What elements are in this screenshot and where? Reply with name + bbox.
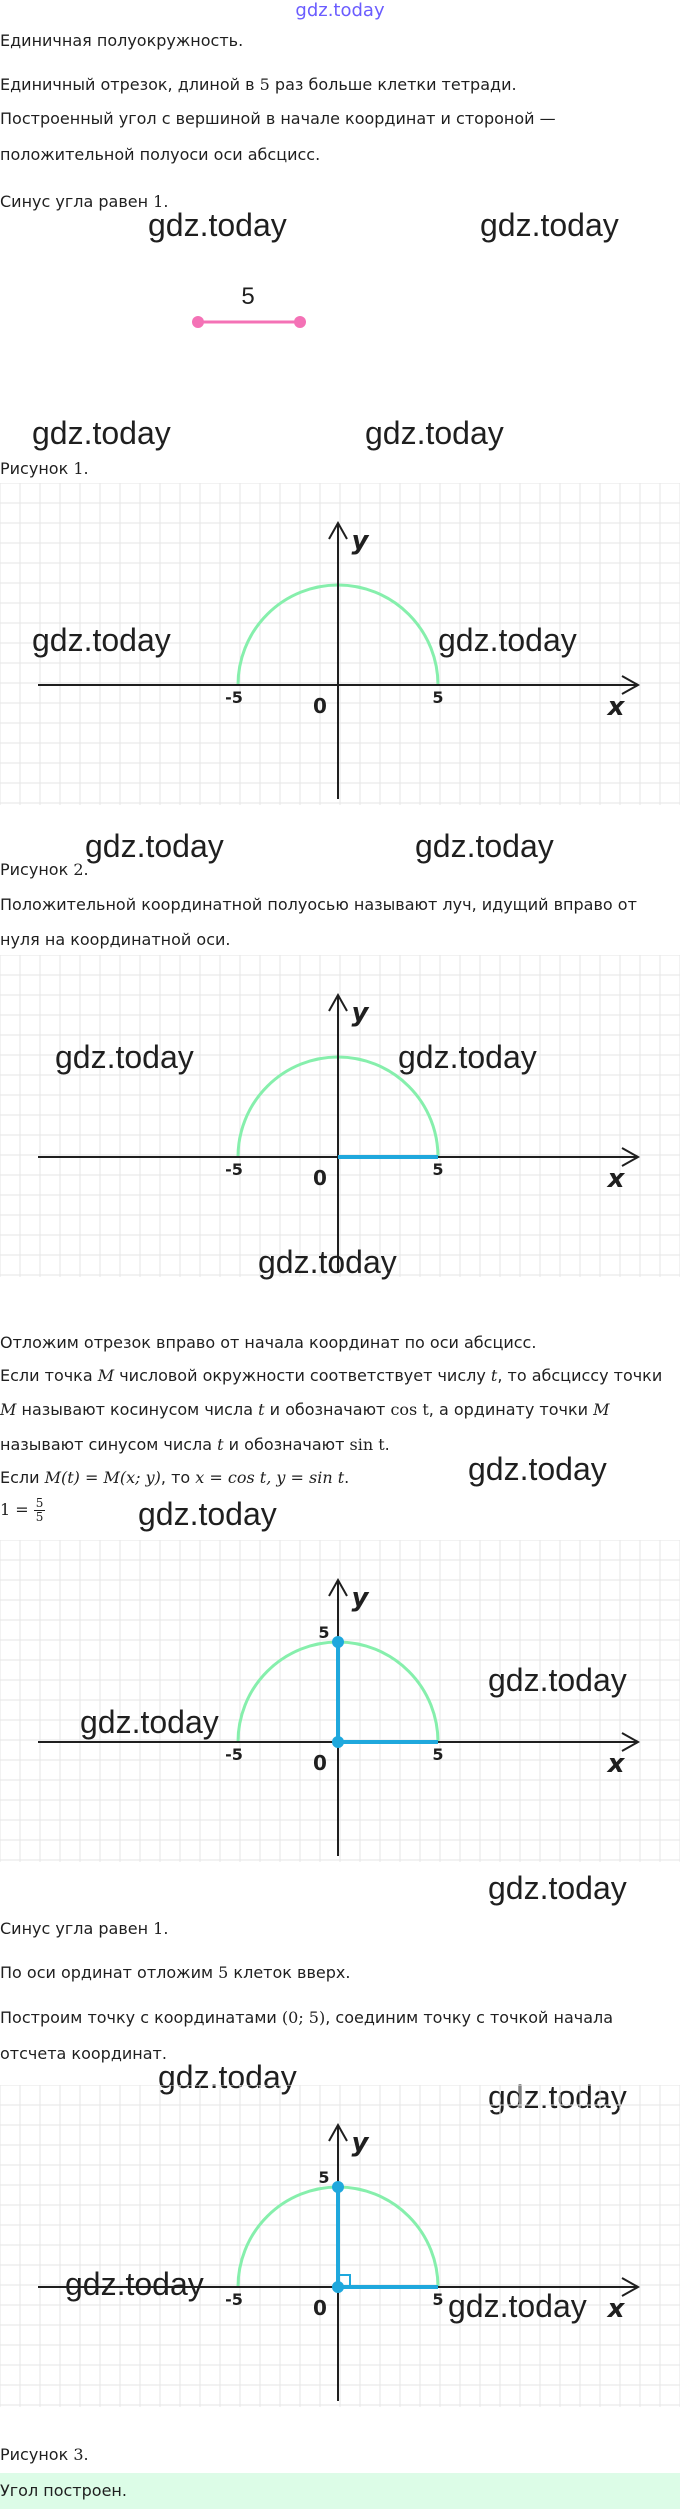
math-var: t (490, 1366, 498, 1385)
math-expr: (0; 5) (281, 2008, 326, 2027)
watermark: gdz.today (398, 1039, 537, 1075)
math-number: 1 (73, 459, 84, 478)
fraction-numerator: 5 (35, 1496, 44, 1510)
fraction-denominator: 5 (35, 1510, 44, 1524)
math-number: 5 (218, 1963, 229, 1982)
math-expr: M(t) = M(x; y) (44, 1468, 161, 1487)
text-line (0, 74, 517, 96)
site-logo[interactable]: gdz.today (295, 0, 385, 21)
text-line (0, 191, 168, 213)
text-fragment: , соединим точку с точкой начала (325, 2008, 614, 2027)
origin-label: 0 (313, 1751, 327, 1775)
y-axis-label: y (351, 998, 369, 1028)
tick-label: 5 (432, 688, 444, 707)
text-fragment: . (384, 1435, 390, 1454)
math-var: M (593, 1400, 610, 1419)
watermark: gdz.today (258, 1244, 397, 1280)
text-line (0, 1467, 349, 1489)
tick-label: -5 (225, 1160, 243, 1179)
text-line (0, 1962, 350, 1984)
text-fragment: клеток вверх. (228, 1963, 351, 1982)
math-number: 1 (153, 1919, 164, 1938)
x-axis-label: x (607, 692, 625, 722)
math-expr: x = cos t, y = sin t (195, 1468, 345, 1487)
text-fragment: Синус угла равен (0, 1919, 154, 1938)
watermark: gdz.today (438, 622, 577, 658)
tick-label: -5 (225, 1745, 243, 1764)
y-axis-label: y (351, 1583, 369, 1613)
coordinate-graph-4 (0, 2085, 680, 2407)
text-fragment: Рисунок (0, 860, 74, 879)
text-fragment: , то (160, 1468, 196, 1487)
text-line (0, 1918, 168, 1940)
watermark: gdz.today (158, 2059, 297, 2095)
text-fragment: 1 = (0, 1500, 34, 1519)
text-fragment: . (163, 1919, 169, 1938)
text-line: Единичная полуокружность. (0, 31, 244, 50)
unit-segment-figure (180, 280, 320, 340)
text-fragment: Построим точку с координатами (0, 2008, 282, 2027)
tick-label: 5 (318, 1623, 330, 1642)
watermark: gdz.today (488, 2079, 627, 2115)
text-fragment: Единичный отрезок, длиной в (0, 75, 260, 94)
text-fragment: , то абсциссу точки (497, 1366, 663, 1385)
text-line (0, 1434, 390, 1456)
text-line: Отложим отрезок вправо от начала координат по оси абсцисс. (0, 1333, 537, 1352)
text-fragment: . (344, 1468, 350, 1487)
text-fragment: . (83, 459, 89, 478)
figure-caption (0, 2444, 89, 2466)
math-number: 2 (73, 860, 84, 879)
watermark: gdz.today (468, 1451, 607, 1487)
watermark: gdz.today (85, 828, 224, 864)
math-var: M (97, 1366, 115, 1385)
math-number: 5 (259, 75, 270, 94)
text-fragment: . (83, 2445, 89, 2464)
math-var: t (217, 1435, 224, 1454)
watermark: gdz.today (480, 207, 619, 243)
origin-label: 0 (313, 2296, 327, 2320)
point-0-5 (332, 2181, 344, 2193)
watermark: gdz.today (65, 2266, 204, 2302)
text-fragment: По оси ординат отложим (0, 1963, 219, 1982)
math-number: 1 (153, 192, 164, 211)
coordinate-graph-3 (0, 1540, 680, 1862)
math-equation (0, 1497, 45, 1524)
text-fragment: . (163, 192, 169, 211)
segment-endpoint (294, 316, 306, 328)
watermark: gdz.today (138, 1496, 277, 1532)
math-expr: sin t (349, 1435, 385, 1454)
math-var: t (258, 1400, 265, 1419)
text-fragment: Если (0, 1468, 45, 1487)
watermark: gdz.today (148, 207, 287, 243)
y-axis-label: y (351, 2128, 369, 2158)
x-axis-label: x (607, 1164, 625, 1194)
origin-point (332, 2281, 344, 2293)
text-line: отсчета координат. (0, 2044, 167, 2063)
text-fragment: . (83, 860, 89, 879)
watermark: gdz.today (415, 828, 554, 864)
figure-caption (0, 859, 89, 881)
text-fragment: называют синусом числа (0, 1435, 218, 1454)
math-expr: cos t (390, 1400, 429, 1419)
origin-label: 0 (313, 694, 327, 718)
text-line: нуля на координатной оси. (0, 930, 231, 949)
tick-label: 5 (432, 2290, 444, 2309)
text-line (0, 1365, 662, 1387)
tick-label: 5 (318, 2168, 330, 2187)
point-0-5 (332, 1636, 344, 1648)
text-fragment: Синус угла равен (0, 192, 154, 211)
coordinate-graph-2 (0, 955, 680, 1277)
text-fragment: называют косинусом числа (16, 1400, 259, 1419)
answer-text: Угол построен. (0, 2481, 127, 2500)
tick-label: 5 (432, 1160, 444, 1179)
text-fragment: , а ординату точки (428, 1400, 594, 1419)
watermark: gdz.today (365, 415, 504, 451)
fraction (34, 1497, 46, 1524)
text-fragment: Рисунок (0, 459, 74, 478)
math-var: M (0, 1400, 17, 1419)
tick-label: -5 (225, 2290, 243, 2309)
text-line: Положительной координатной полуосью называют луч, идущий вправо от (0, 895, 637, 914)
segment-length-label: 5 (241, 283, 255, 310)
text-fragment: раз больше клетки тетради. (269, 75, 517, 94)
text-line: Построенный угол с вершиной в начале координат и стороной — (0, 109, 556, 128)
watermark: gdz.today (32, 622, 171, 658)
math-number: 3 (73, 2445, 84, 2464)
watermark: gdz.today (80, 1704, 219, 1740)
origin-point (332, 1736, 344, 1748)
figure-caption (0, 458, 89, 480)
text-line: положительной полуоси оси абсцисс. (0, 145, 321, 164)
watermark: gdz.today (55, 1039, 194, 1075)
segment-endpoint (192, 316, 204, 328)
watermark: gdz.today (488, 1662, 627, 1698)
text-fragment: числовой окружности соответствует числу (114, 1366, 491, 1385)
text-fragment: Рисунок (0, 2445, 74, 2464)
y-axis-label: y (351, 526, 369, 556)
x-axis-label: x (607, 2294, 625, 2324)
tick-label: -5 (225, 688, 243, 707)
watermark: gdz.today (488, 1870, 627, 1906)
watermark: gdz.today (448, 2288, 587, 2324)
text-line (0, 1399, 609, 1421)
x-axis-label: x (607, 1749, 625, 1779)
origin-label: 0 (313, 1166, 327, 1190)
text-fragment: и обозначают (223, 1435, 350, 1454)
watermark: gdz.today (32, 415, 171, 451)
tick-label: 5 (432, 1745, 444, 1764)
text-line (0, 2007, 613, 2029)
text-fragment: Если точка (0, 1366, 98, 1385)
text-fragment: и обозначают (264, 1400, 391, 1419)
